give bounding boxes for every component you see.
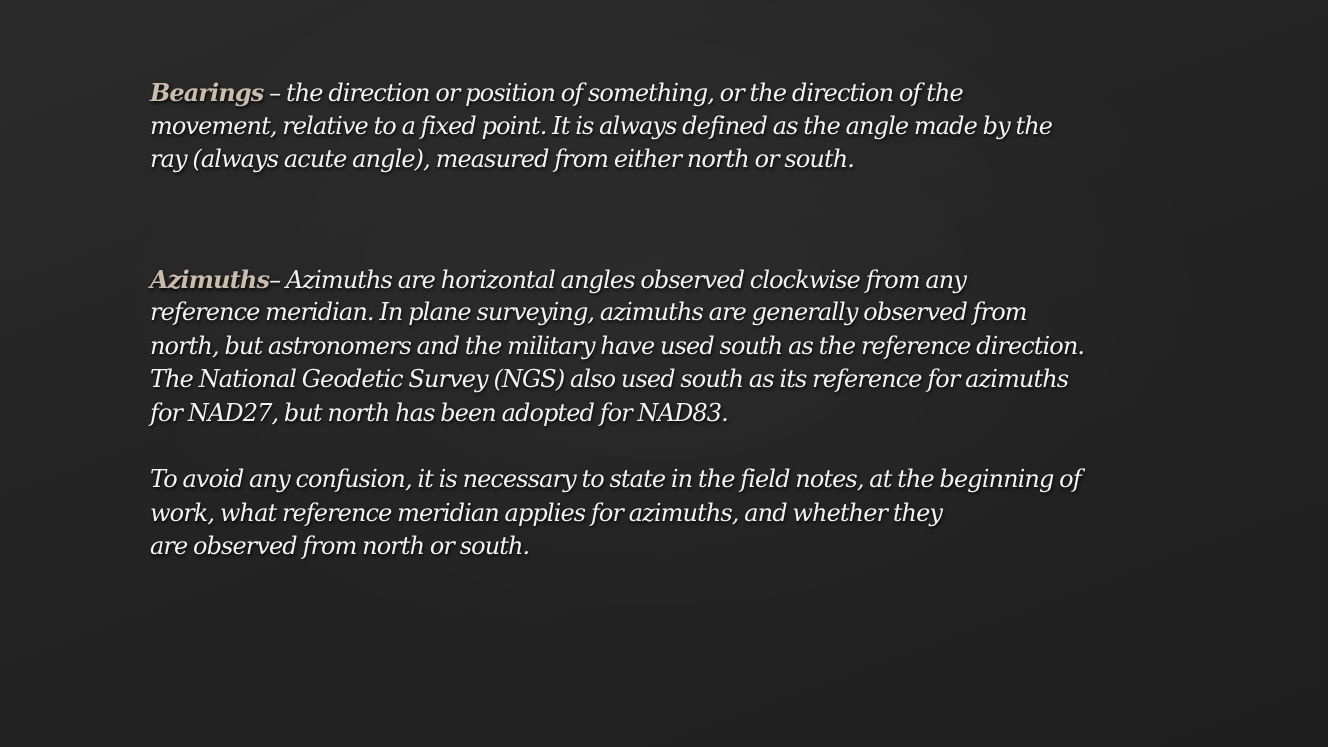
azimuths-paragraph [150,263,1160,431]
bearings-term: Bearings [150,78,264,107]
bearings-text-1: – the direction or position of something, or the direction of the [263,79,963,107]
note-line-1: To avoid any confusion, it is necessary to state in the field notes, at the beginning of [150,465,1081,493]
azimuths-text-1: – Azimuths are horizontal angles observed clockwise from any [269,265,967,294]
azimuths-line-2: reference meridian. In plane surveying, azimuths are generally observed from [150,298,1027,326]
bearings-line-3: ray (always acute angle), measured from either north or south. [150,145,854,173]
note-paragraph [150,463,1160,564]
paragraph-spacer [150,177,1160,263]
bearings-paragraph [150,76,1160,177]
slide-body [150,76,1160,564]
note-line-3: are observed from north or south. [150,532,530,560]
bearings-line-2: movement, relative to a fixed point. It is always defined as the angle made by the [150,111,1053,140]
bearings-line-1 [150,76,1160,110]
note-line-2: work, what reference meridian applies for azimuths, and whether they [150,498,943,527]
azimuths-line-3: north, but astronomers and the military have used south as the reference direction. [150,331,1085,360]
azimuths-line-1 [150,263,1160,297]
paragraph-spacer [150,430,1160,463]
azimuths-term: Azimuths [150,264,270,294]
azimuths-line-5: for NAD27, but north has been adopted for NAD83. [150,398,728,427]
azimuths-line-4: The National Geodetic Survey (NGS) also used south as its reference for azimuths [150,365,1069,393]
